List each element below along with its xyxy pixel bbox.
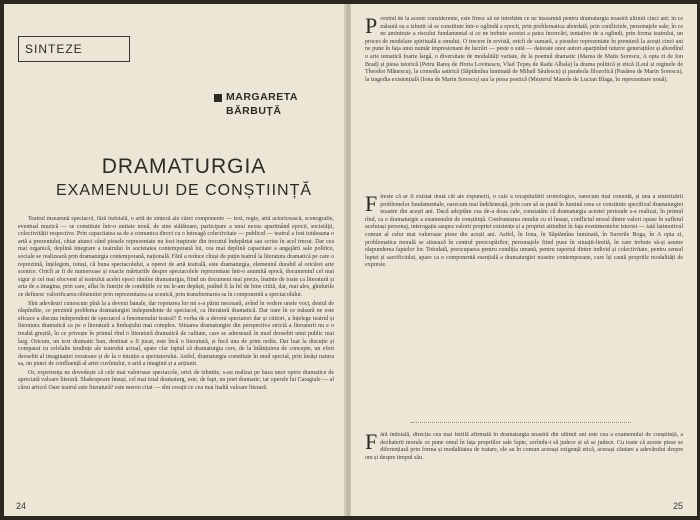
section-divider — [411, 422, 631, 424]
paragraph: ireste că ar fi existat două căi ale expunerii, o cale a recapitulării cronologice, oarecum mai comodă, și una a sintetizării problemelor fundamentale, oarecum mai îndrăzneață, prin care să se pună în lumină ceea ce constituie specificul dramaturgiei noastre din acești ani. Dacă adoptăm cea de-a doua cale, constatăm că dramaturgia acestei perioade s-a realizat, în primul rînd, ca o dramaturgie a examenului de conștiință. Confruntarea omului cu el însuși, conflictul moral dintre valori opuse în sufletul aceluiași personaj, interogația asupra valorii propriei existențe și a propriei atitudini în fața evenimentelor istoriei — iată laitmotivul comun al celor mai valoroase piese din acești ani. Astfel, în Iona, în Săptămîna luminată, în Surorile Boga, în A opta zi, problematica morală se situează în centrul preocupărilor, personajele fiind puse în situații-limită, în care trebuie să-și asume răspunderea faptelor lor. Totodată, preocuparea pentru condiția umană, pentru raportul dintre individ și colectivitate, pentru sensul luptei și sacrificiului, apare ca o componentă esențială a dramaturgiei noastre contemporane, care își caută propriile modalități de expresie. — [365, 194, 683, 269]
section-label: SINTEZE — [25, 42, 83, 56]
paragraph: Sînt adevăruri cunoscute pînă la a deveni banale, dar repetarea lor mi s-a părut necesară, avînd în vedere unele voci, destul de răspîndite, ce prezintă problema dramaturgiei independente de spectacol, ca literatură dramatică. Dar oare în ce măsură ne este eficace a discuta independent de spectacol a fenomenului teatral? E vorba de a deveni spectatori dar și cititori, a înțelege teatrul și literatura dramatică ca pe o literatură a limbajului mai complex. Situarea dramaturgiei din perspectiva strictă a literaturii nu e o treabă greșită, în ce privește în primul rînd o literatură dramatică de calitate, care se adresează în mod deosebit unui public mai larg. Oricum, un text dramatic bun, destinat a fi jucat, este încă o literatură, și încă una de prim ordin. Dar luat la discuție și comparat cu celelalte tendințe ale teatrului actual, apare clar faptul că dramaturgia cere, de la înlănțuirea de concepte, un efort deosebit al imaginației creatoare și de la o intuiție a spectatorului. Astfel, dramaturgia constituie în mod special, prin însăși natura sa, un punct de confluență al artei cuvîntului, o artă a imaginii și a acțiunii. — [18, 300, 334, 368]
author-last-name: BĂRBUȚĂ — [226, 105, 282, 117]
left-page — [4, 4, 347, 516]
title-line-2: EXAMENULUI DE CONȘTIINȚĂ — [55, 182, 313, 199]
author-byline — [226, 90, 336, 118]
author-bullet — [214, 94, 222, 102]
drop-cap: F — [365, 432, 378, 454]
right-body-block-2 — [365, 194, 683, 416]
left-body-text — [18, 216, 334, 498]
paragraph: ără îndoială, direcția cea mai fertilă afirmată în dramaturgia noastră din ultimii ani este cea a examenului de conștiință, a dezbaterii morale ce pune omul în fața propriilor sale fapte, cerîndu-i să judece și să se judece. Cu toate că aceste piese se diferențiază prin forma și modalitatea de tratare, ele au în comun aceeași exigență etică, aceeași căutare a adevărului despre om și despre timpul său. — [365, 432, 683, 461]
title-line-1: DRAMATURGIA — [101, 155, 267, 178]
paragraph: Or, experiența ne dovedește că cele mai valoroase spectacole, orict de izbutite, s-au realizat pe baza unor opere dramatice de apreciată valoare literară. Shakespeare însuși, cel mai total dramaturg, este, de fapt, un poet dramatic; iar operele lui Caragiale — al cărui articol Oare teatrul este literatură? este mereu citat — sînt creații ce cea mai înaltă valoare literară. — [18, 369, 334, 392]
right-body-block-3 — [365, 432, 683, 494]
drop-cap: P — [365, 16, 378, 38]
article-title — [34, 154, 334, 202]
paragraph: ornind de la aceste considerente, este firesc să ne întrebăm ce ne înseamnă pentru dramaturgia noastră ultimii cinci ani: în ce măsură ea a izbutit să se constituie într-o oglindă a epocii, prin problematica abordată, prin conflictele, personajele sale; în ce ne amintește a riscului fundamental si ce ne trebuie acestei a patra încercări, tentative de a oglindi, prin forma teatrului, un proces de modelare spirituală a omului. O trecere în revistă, oricît de sumară, a pieselor reprezentate în premieră la acești cinci ani ne pune în fața unui număr impresionant de lucrări — peste o sută — datorate unor autori aparținînd tuturor generațiilor și abordînd o arie tematică foarte largă, o diversitate de modalități variate, de la poemul dramatic (Marea de Matis Sorescu, A opta zi de Ion Brad) și piesa istorică (Petru Rareș de Horia Lovinescu, Vlad Țepeș de Radu Albala) la drama politică și etică (Leul și reginele de Theodor Mănescu), la comedia satirică (Săptămîna luminată de Mihail Săulescu) și parabola filozofică (Pasărea de Marin Sorescu), la tragedia existențială (Iona de Marin Sorescu) sau la piesa poetică (Meșterul Manole de Lucian Blaga, în reprezentare nouă). — [365, 16, 683, 83]
paragraph: Teatrul înseamnă spectacol, fără îndoială, o artă de sinteză ale cărei componente — text, regie, artă actoricească, scenografie, eventual muzică — se constituie într-o unitate nouă, de sine stătătoare, participare a unui nexus apartinând epocii, societății, colectivității respective. Prin capacitatea sa de a comunica direct cu o întreagă colectivitate — publicul — teatrul a fost totdeauna o artă a prezentului, chiar atunci când piesele reprezentate nu fost inspirate din trecutul îndepărtat sau scrise în acel trecut. Dar cea mai organică, deplină integrare a teatrului în societatea contemporană lui, cea mai deplină capacitate a angajării sale politice, sociale se realizează prin dramaturgia contemporană, națională. Fără a reduce cîtuși de puțin teatrul la literatura dramatică pe care o reprezintă, înțelegem, totuși, că buna spectacolului, a operei de artă teatrală, este dramaturgia, elementul durabil al oricărei arte scenice. Oricît ar fi de numeroase și exacte mărturiile despre spectacolele reprezentate într-o anumită epocă, documentul cel mai sigur și cel mai elocvent al teatrului acelei epoci rămîne dramaturgia, fiind un document mai precis, înainte de toate ca literatură și arta de a imagina, prin care, aflat în funcție de condițiile ce nu le-am depășit, putînd fi la fel de bine citită, dar, mai ales, gîndurile ce definesc valorificarea obisnuitei prin reprezentarea sa scenică, prin transformarea sa în componentă a spectacolului. — [18, 216, 334, 298]
section-box — [18, 36, 130, 62]
page-number-right: 25 — [672, 501, 683, 511]
page-number-left: 24 — [16, 501, 27, 511]
author-first-name: MARGARETA — [226, 91, 298, 103]
drop-cap: F — [365, 194, 378, 216]
right-page — [350, 4, 697, 516]
right-body-block-1 — [365, 16, 683, 192]
